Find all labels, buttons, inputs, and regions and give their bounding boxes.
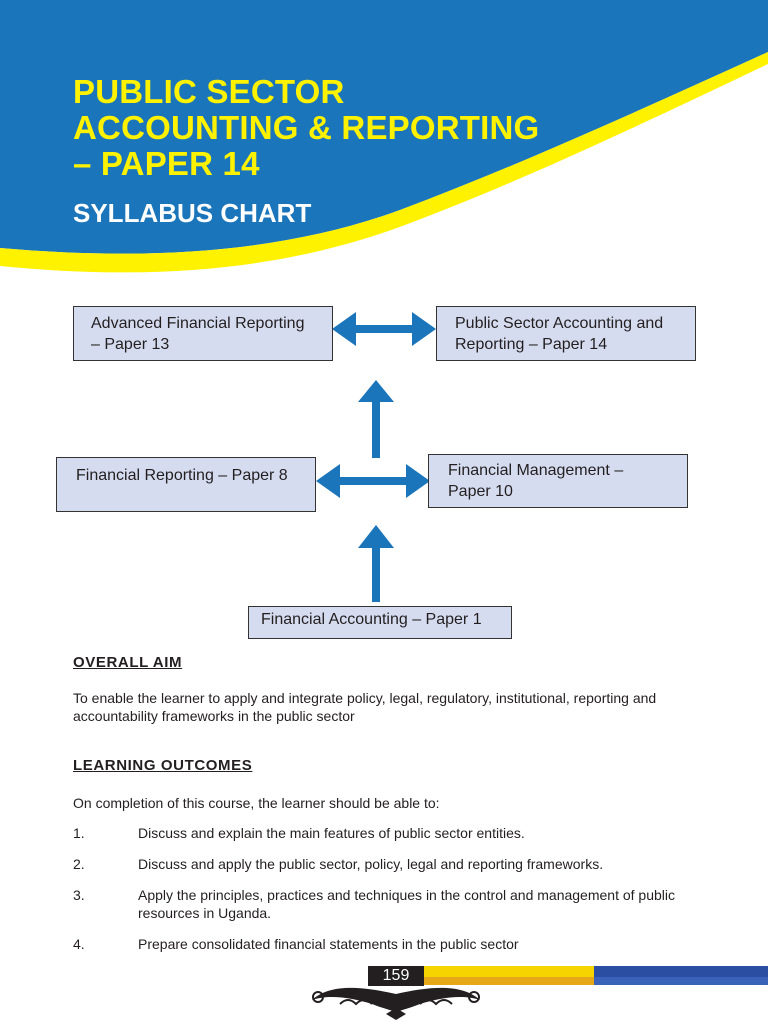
list-item-number: 3. [73,887,85,903]
title-line-1: PUBLIC SECTOR [73,73,345,110]
box-text: Public Sector Accounting and [455,315,664,332]
box-advanced-financial-reporting [73,306,333,361]
list-item-text: Prepare consolidated financial statements in the public sector [138,936,519,952]
list-item-number: 4. [73,936,85,952]
box-text: Financial Management – [448,462,624,479]
box-financial-reporting [56,457,316,512]
box-text: Reporting – Paper 14 [455,336,608,353]
double-arrow-top [332,312,436,346]
box-text: Financial Reporting – Paper 8 [76,467,288,484]
up-arrow-to-paper-14 [358,380,394,458]
title-line-2: ACCOUNTING & REPORTING [73,109,540,146]
box-text: – Paper 13 [91,336,170,353]
list-item-number: 1. [73,825,85,841]
box-text: Advanced Financial Reporting [91,315,305,332]
up-arrow-from-paper-1 [358,525,394,602]
list-item-number: 2. [73,856,85,872]
box-public-sector-accounting [436,306,696,361]
title-line-3: – PAPER 14 [73,145,260,182]
list-item-text: Discuss and explain the main features of public sector entities. [138,825,525,841]
overall-aim-text: To enable the learner to apply and integrate policy, legal, regulatory, institutional, reporting and accountability frameworks in the public sector [73,690,657,724]
list-item-text: Discuss and apply the public sector, policy, legal and reporting frameworks. [138,856,604,872]
page-subtitle: SYLLABUS CHART [73,198,312,228]
list-item-text: Apply the principles, practices and techniques in the control and management of public resources in Uganda. [138,887,675,921]
page-title [73,74,539,182]
overall-aim-heading: OVERALL AIM [73,654,183,671]
box-text: Paper 10 [448,483,513,500]
box-financial-management [428,454,688,508]
box-financial-accounting [248,606,512,639]
learning-outcomes-intro: On completion of this course, the learner should be able to: [73,795,440,811]
decorative-scroll-ornament-icon [312,988,480,1020]
double-arrow-middle [316,464,430,498]
box-text: Financial Accounting – Paper 1 [261,611,482,628]
learning-outcomes-heading: LEARNING OUTCOMES [73,757,253,774]
page-number: 159 [368,966,424,986]
